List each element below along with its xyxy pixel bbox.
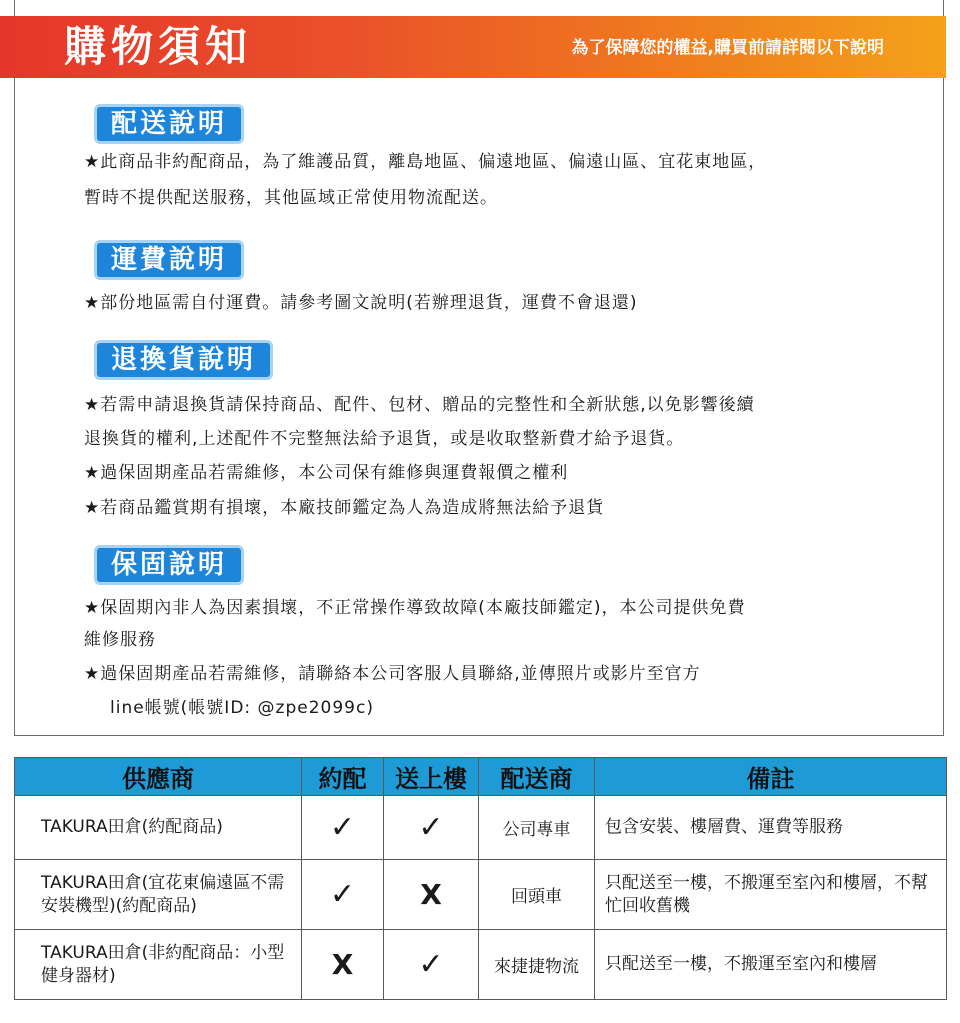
header-carrier: 配送商 <box>479 758 595 796</box>
warranty-line: 維修服務 <box>84 630 156 650</box>
check-icon: ✓ <box>302 860 384 930</box>
carrier-cell: 公司專車 <box>479 796 595 860</box>
shipping-fee-section-heading: 運費說明 <box>94 240 244 280</box>
check-icon: ✓ <box>384 796 479 860</box>
carrier-cell: 來捷捷物流 <box>479 930 595 1000</box>
delivery-line: ★此商品非約配商品，為了維護品質，離島地區、偏遠地區、偏遠山區、宜花東地區， <box>84 152 767 172</box>
supplier-cell: TAKURA田倉(非約配商品：小型健身器材) <box>15 930 302 1000</box>
shipping-fee-line: ★部份地區需自付運費。請參考圖文說明(若辦理退貨，運費不會退還) <box>84 293 638 313</box>
delivery-section-heading: 配送說明 <box>94 104 244 144</box>
banner-title: 購物須知 <box>64 22 253 71</box>
notice-banner <box>0 16 946 78</box>
note-cell: 包含安裝、樓層費、運費等服務 <box>595 796 947 860</box>
returns-line: ★過保固期產品若需維修，本公司保有維修與運費報價之權利 <box>84 463 569 483</box>
warranty-line: ★過保固期產品若需維修，請聯絡本公司客服人員聯絡,並傳照片或影片至官方 <box>84 664 701 684</box>
banner-subtitle: 為了保障您的權益,購買前請詳閱以下說明 <box>571 38 884 58</box>
table-row <box>15 860 947 930</box>
check-icon: ✓ <box>384 930 479 1000</box>
table-row <box>15 930 947 1000</box>
table-row <box>15 796 947 860</box>
supplier-cell: TAKURA田倉(宜花東偏遠區不需安裝機型)(約配商品) <box>15 860 302 930</box>
check-icon: ✓ <box>302 796 384 860</box>
returns-line: ★若商品鑑賞期有損壞，本廠技師鑑定為人為造成將無法給予退貨 <box>84 498 605 518</box>
header-note: 備註 <box>595 758 947 796</box>
warranty-line: ★保固期內非人為因素損壞，不正常操作導致故障(本廠技師鑑定)，本公司提供免費 <box>84 598 746 618</box>
header-supplier: 供應商 <box>15 758 302 796</box>
delivery-table <box>14 757 946 1000</box>
cross-icon: X <box>302 930 384 1000</box>
supplier-cell: TAKURA田倉(約配商品) <box>15 796 302 860</box>
delivery-line: 暫時不提供配送服務，其他區域正常使用物流配送。 <box>84 188 498 208</box>
cross-icon: X <box>384 860 479 930</box>
note-cell: 只配送至一樓，不搬運至室內和樓層 <box>595 930 947 1000</box>
returns-line: 退換貨的權利,上述配件不完整無法給予退貨，或是收取整新費才給予退貨。 <box>84 429 685 449</box>
table-header-row <box>15 758 947 796</box>
returns-line: ★若需申請退換貨請保持商品、配件、包材、贈品的完整性和全新狀態,以免影響後續 <box>84 395 755 415</box>
header-upstairs: 送上樓 <box>384 758 479 796</box>
warranty-line: line帳號(帳號ID: @zpe2099c) <box>110 698 374 718</box>
header-appointment: 約配 <box>302 758 384 796</box>
note-cell: 只配送至一樓，不搬運至室內和樓層，不幫忙回收舊機 <box>595 860 947 930</box>
returns-section-heading: 退換貨說明 <box>94 340 273 380</box>
warranty-section-heading: 保固說明 <box>94 545 244 585</box>
carrier-cell: 回頭車 <box>479 860 595 930</box>
